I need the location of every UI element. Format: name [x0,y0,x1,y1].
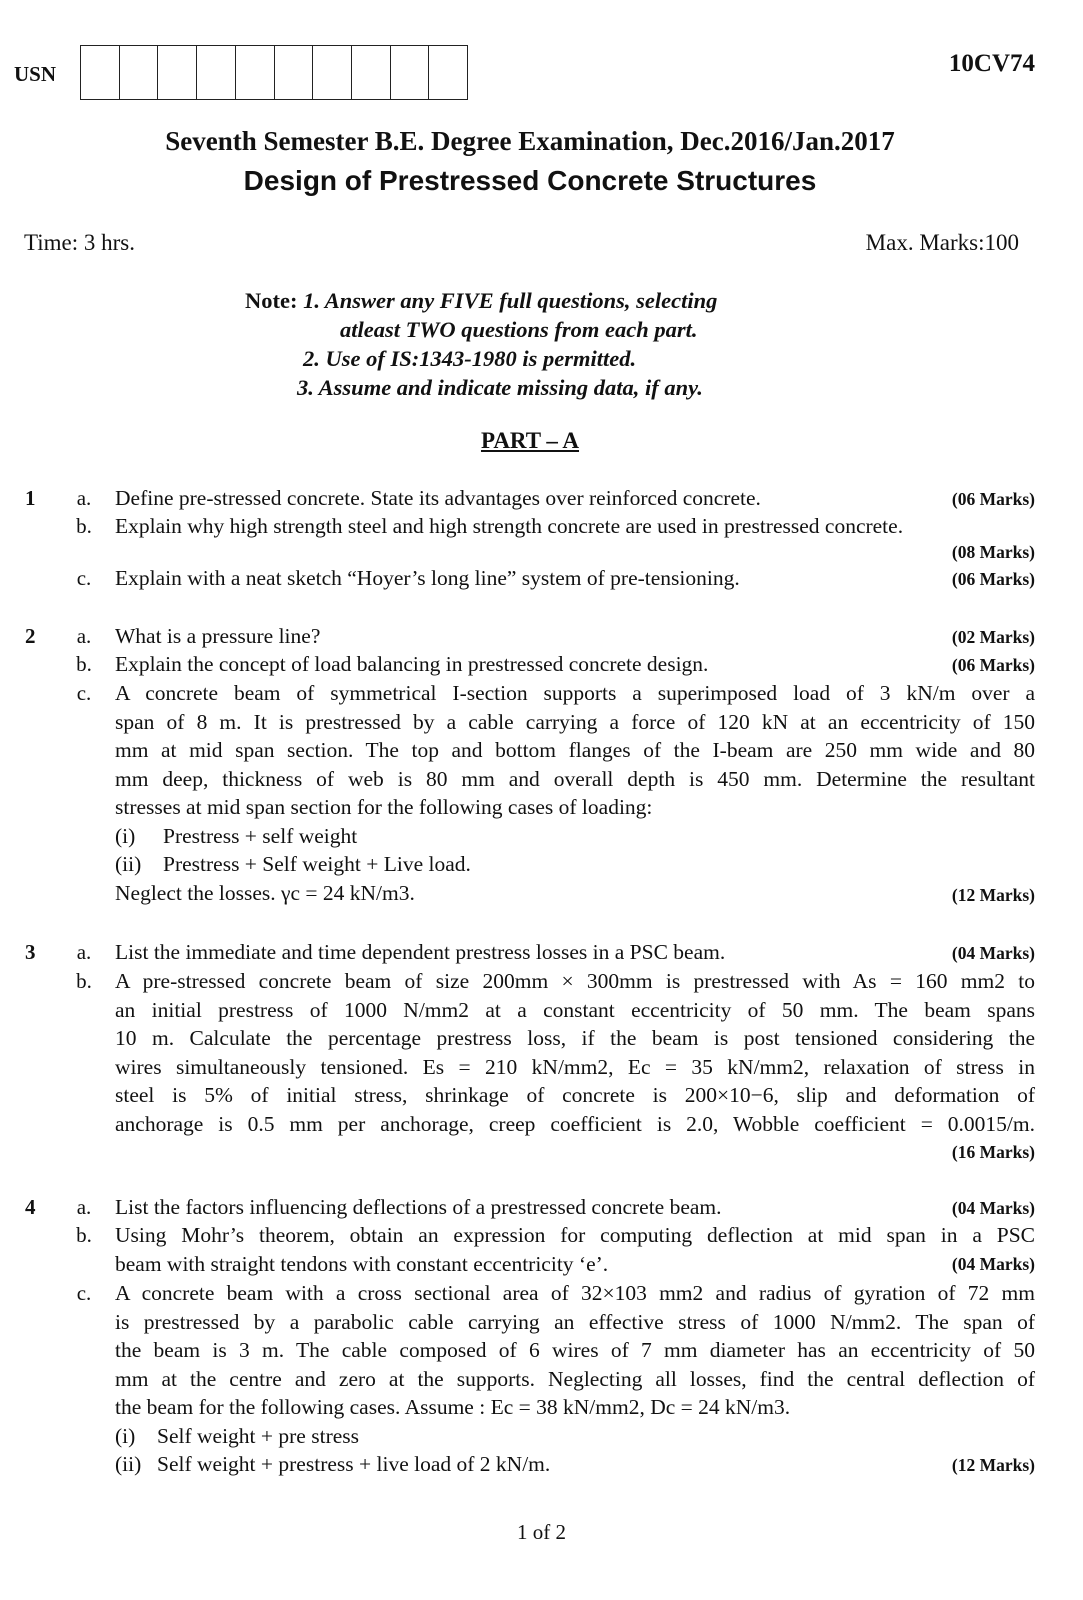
marks-label: (06 Marks) [951,655,1035,675]
note-label: Note: [245,288,298,313]
case-label: (ii) [115,1452,142,1476]
subquestion-label: a. [76,940,92,964]
question-line: span of 8 m. It is prestressed by a cable carrying a force of 120 kN at an eccentricity of 150 [115,709,1035,734]
subquestion-label: c. [76,1281,92,1305]
loading-case [115,1450,1035,1479]
case-text: Prestress + Self weight + Live load. [163,852,471,876]
usn-digit-box[interactable] [158,46,197,99]
case-text: Prestress + self weight [163,823,358,848]
usn-digit-box[interactable] [236,46,275,99]
question-line: A concrete beam of symmetrical I-section supports a superimposed load of 3 kN/m over a [115,681,1035,705]
page-number: 1 of 2 [517,1520,566,1544]
question-number: 2 [25,624,36,648]
question-number: 4 [25,1195,36,1219]
marks-label: (12 Marks) [951,1455,1035,1475]
usn-digit-box[interactable] [81,46,120,99]
usn-digit-box[interactable] [391,46,430,99]
question-number: 3 [25,940,36,964]
question-text: What is a pressure line? [115,624,321,648]
question-text: Explain why high strength steel and high strength concrete are used in prestressed concrete. [115,514,904,538]
loading-case [115,1422,1035,1451]
instructions-note [245,286,717,402]
marks-label: (08 Marks) [951,542,1035,562]
question-text: List the factors influencing deflections of a prestressed concrete beam. [115,1195,722,1219]
exam-title: Seventh Semester B.E. Degree Examination, Dec.2016/Jan.2017 [165,126,895,156]
subquestion-label: a. [76,1195,92,1219]
usn-digit-box[interactable] [275,46,314,99]
question-paragraph [115,1279,1035,1479]
loading-case [115,822,1035,851]
subquestion-label: b. [76,514,92,538]
marks-label: (04 Marks) [951,1198,1035,1218]
question-line: mm at mid span section. The top and bottom flanges of the I-beam are 250 mm wide and 80 [115,738,1035,762]
note-line-2: atleast TWO questions from each part. [340,317,698,342]
subquestion-label: a. [76,486,92,510]
usn-input-boxes[interactable] [80,45,468,100]
question-line: Neglect the losses. γc = 24 kN/m3. [115,880,415,905]
question-text: Explain the concept of load balancing in prestressed concrete design. [115,652,709,676]
exam-time: Time: 3 hrs. [24,230,135,255]
question-line: A concrete beam with a cross sectional area of 32×103 mm2 and radius of gyration of 72 mm [115,1281,1035,1305]
part-heading [0,428,1060,454]
question-line: A pre-stressed concrete beam of size 200mm × 300mm is prestressed with As = 160 mm2 to [115,969,1035,993]
marks-label: (04 Marks) [951,1254,1035,1274]
question-line: an initial prestress of 1000 N/mm2 at a constant eccentricity of 50 mm. The beam spans [115,997,1035,1022]
usn-digit-box[interactable] [313,46,352,99]
subquestion-label: c. [76,566,92,590]
question-line: anchorage is 0.5 mm per anchorage, creep coefficient is 2.0, Wobble coefficient = 0.0015/m. [115,1111,1035,1136]
part-a-label: PART – A [480,428,580,453]
marks-label: (02 Marks) [951,627,1035,647]
question-line: steel is 5% of initial stress, shrinkage of concrete is 200×10−6, slip and deformation of [115,1083,1035,1107]
question-line: mm deep, thickness of web is 80 mm and overall depth is 450 mm. Determine the resultant [115,766,1035,791]
question-text: List the immediate and time dependent prestress losses in a PSC beam. [115,940,726,964]
usn-label: USN [14,62,57,86]
case-text: Self weight + prestress + live load of 2 kN/m. [157,1452,551,1476]
question-text: Define pre-stressed concrete. State its advantages over reinforced concrete. [115,486,761,510]
note-line-3: 2. Use of IS:1343-1980 is permitted. [303,346,637,371]
case-label: (ii) [115,852,142,876]
question-paragraph [115,967,1035,1138]
marks-label: (06 Marks) [951,489,1035,509]
question-line: 10 m. Calculate the percentage prestress loss, if the beam is post tensioned considering the [115,1026,1035,1050]
note-line-4: 3. Assume and indicate missing data, if any. [297,375,703,400]
note-line-1: 1. Answer any FIVE full questions, selecting [303,288,718,313]
subquestion-label: b. [76,1223,92,1247]
question-paragraph [115,679,1035,907]
case-label: (i) [115,1423,136,1448]
question-line: the beam for the following cases. Assume : Ec = 38 kN/mm2, Dc = 24 kN/m3. [115,1395,791,1419]
question-line: mm at the centre and zero at the supports. Neglecting all losses, find the central deflection of [115,1366,1035,1391]
usn-digit-box[interactable] [352,46,391,99]
usn-digit-box[interactable] [120,46,159,99]
question-line: beam with straight tendons with constant eccentricity ‘e’. [115,1251,609,1276]
subquestion-label: c. [76,681,92,705]
subquestion-label: a. [76,624,92,648]
marks-label: (16 Marks) [951,1142,1035,1162]
subquestion-label: b. [76,969,92,993]
loading-case [115,850,1035,879]
question-paragraph [115,1221,1035,1278]
question-line: the beam is 3 m. The cable composed of 6 wires of 7 mm diameter has an eccentricity of 50 [115,1338,1035,1362]
usn-digit-box[interactable] [429,46,467,99]
question-line: stresses at mid span section for the following cases of loading: [115,795,653,819]
case-text: Self weight + pre stress [157,1423,360,1448]
marks-label: (06 Marks) [951,569,1035,589]
max-marks: Max. Marks:100 [865,230,1019,255]
course-code: 10CV74 [948,50,1035,77]
marks-label: (12 Marks) [951,885,1035,905]
subject-title: Design of Prestressed Concrete Structures [243,165,817,196]
subquestion-label: b. [76,652,92,676]
question-number: 1 [25,486,36,510]
question-text: Explain with a neat sketch “Hoyer’s long line” system of pre-tensioning. [115,566,740,590]
question-line: wires simultaneously tensioned. Es = 210 kN/mm2, Ec = 35 kN/mm2, relaxation of stress in [115,1054,1035,1079]
usn-digit-box[interactable] [197,46,236,99]
question-line: Using Mohr’s theorem, obtain an expression for computing deflection at mid span in a PSC [115,1223,1035,1247]
case-label: (i) [115,823,136,848]
question-line: is prestressed by a parabolic cable carrying an effective stress of 1000 N/mm2. The span of [115,1309,1035,1334]
marks-label: (04 Marks) [951,943,1035,963]
